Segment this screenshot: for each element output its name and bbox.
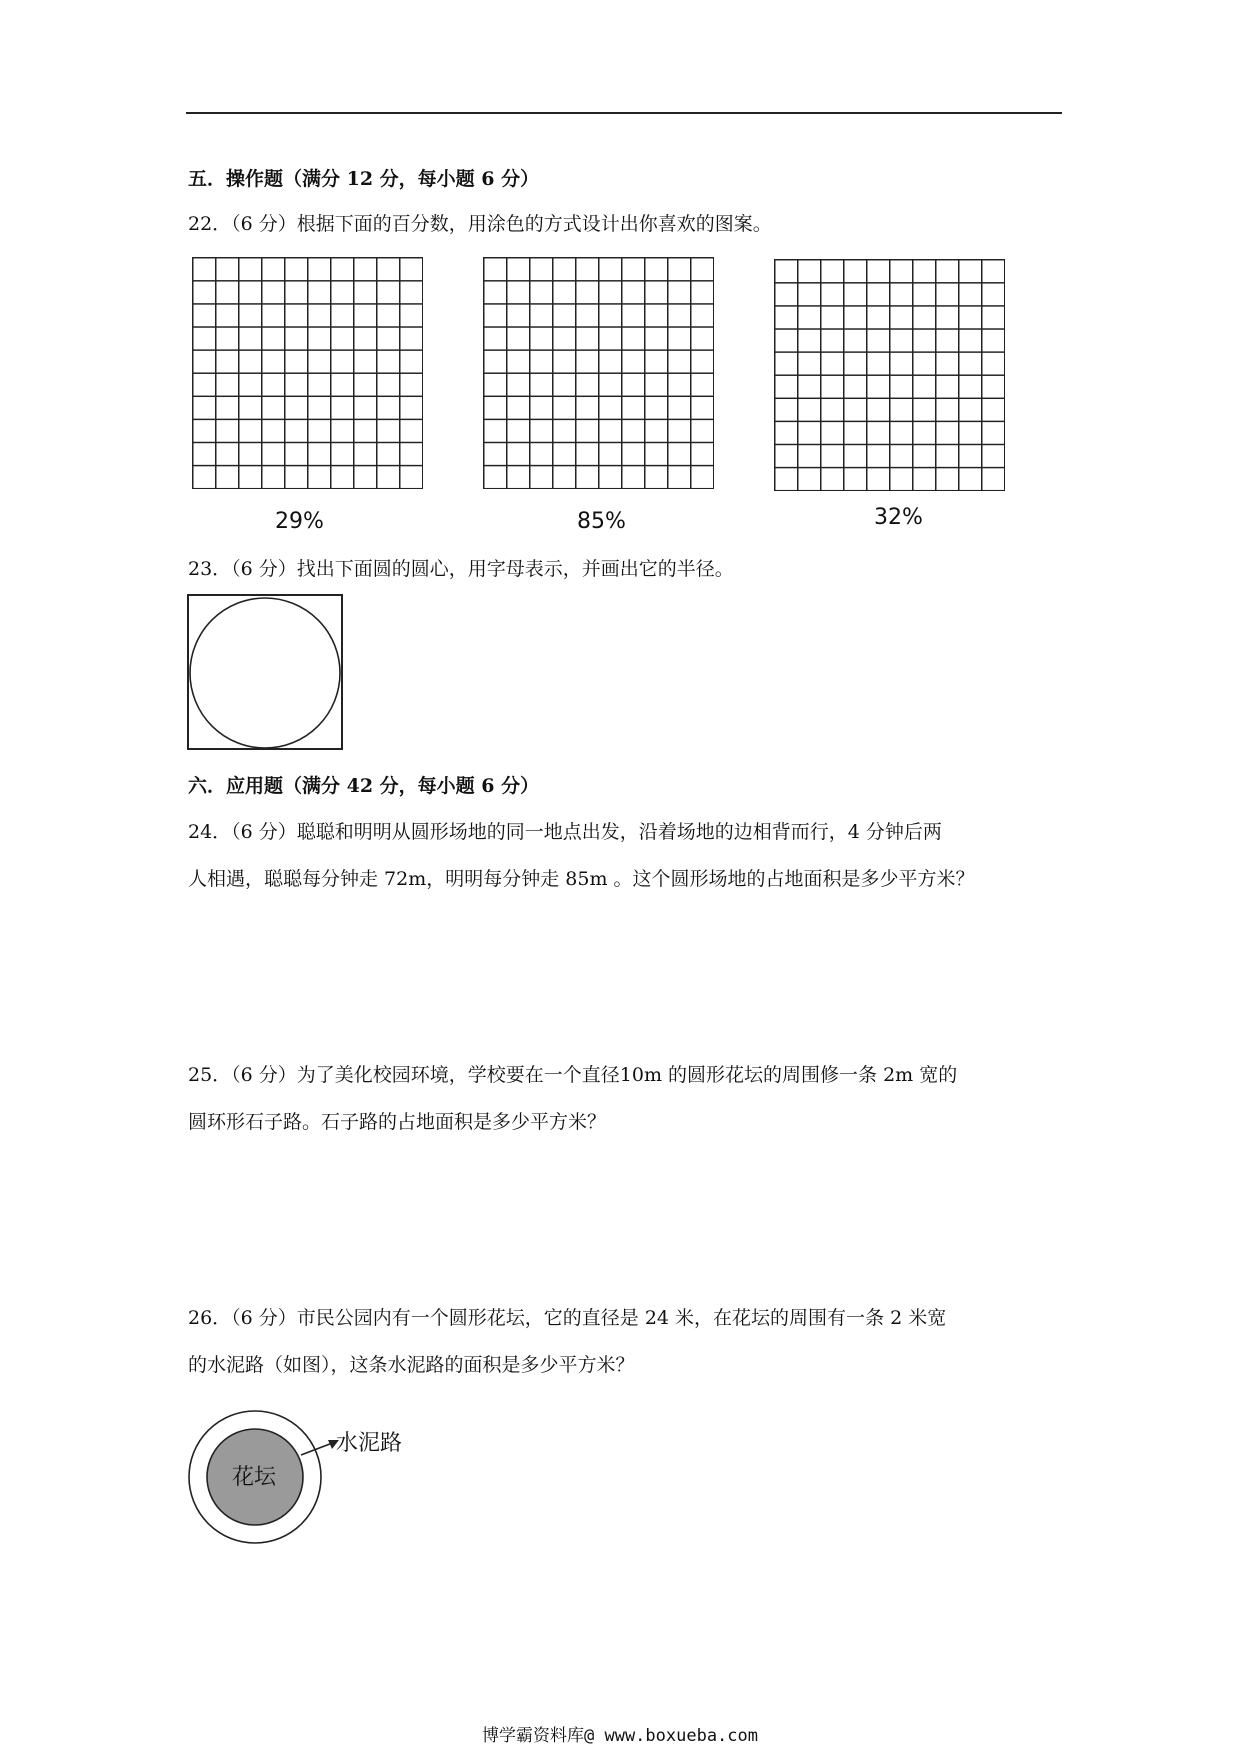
section-5-title: 五．操作题（满分 12 分，每小题 6 分）	[188, 168, 540, 190]
question-26-line-2: 的水泥路（如图），这条水泥路的面积是多少平方米？	[188, 1354, 635, 1376]
question-24-line-1: 24．（6 分）聪聪和明明从圆形场地的同一地点出发，沿着场地的边相背而行，4 分钟后两	[188, 821, 942, 843]
road-label: 水泥路	[336, 1431, 403, 1456]
percent-label-2: 85%	[577, 509, 626, 534]
grid-32-percent	[774, 259, 1005, 491]
percent-label-1: 29%	[275, 509, 324, 534]
circle-in-square-figure	[187, 594, 345, 756]
question-22-text: 22．（6 分）根据下面的百分数，用涂色的方式设计出你喜欢的图案。	[188, 213, 772, 235]
flowerbed-label: 花坛	[232, 1465, 277, 1490]
question-23-text: 23．（6 分）找出下面圆的圆心，用字母表示，并画出它的半径。	[188, 558, 734, 580]
question-25-line-2: 圆环形石子路。石子路的占地面积是多少平方米？	[188, 1111, 607, 1133]
flowerbed-road-figure	[183, 1398, 443, 1558]
grid-29-percent	[192, 257, 423, 489]
section-6-title: 六．应用题（满分 42 分，每小题 6 分）	[188, 775, 540, 797]
question-26-line-1: 26．（6 分）市民公园内有一个圆形花坛，它的直径是 24 米，在花坛的周围有一条 2 米宽	[188, 1307, 947, 1329]
question-24-line-2: 人相遇，聪聪每分钟走 72m，明明每分钟走 85m 。这个圆形场地的占地面积是多少平方米？	[188, 868, 975, 890]
page-footer: 博学霸资料库@ www.boxueba.com	[482, 1726, 758, 1746]
grid-85-percent	[483, 257, 714, 489]
question-25-line-1: 25．（6 分）为了美化校园环境，学校要在一个直径10m 的圆形花坛的周围修一条 2m 宽的	[188, 1064, 958, 1086]
percent-label-3: 32%	[874, 505, 923, 530]
header-rule	[186, 112, 1062, 114]
